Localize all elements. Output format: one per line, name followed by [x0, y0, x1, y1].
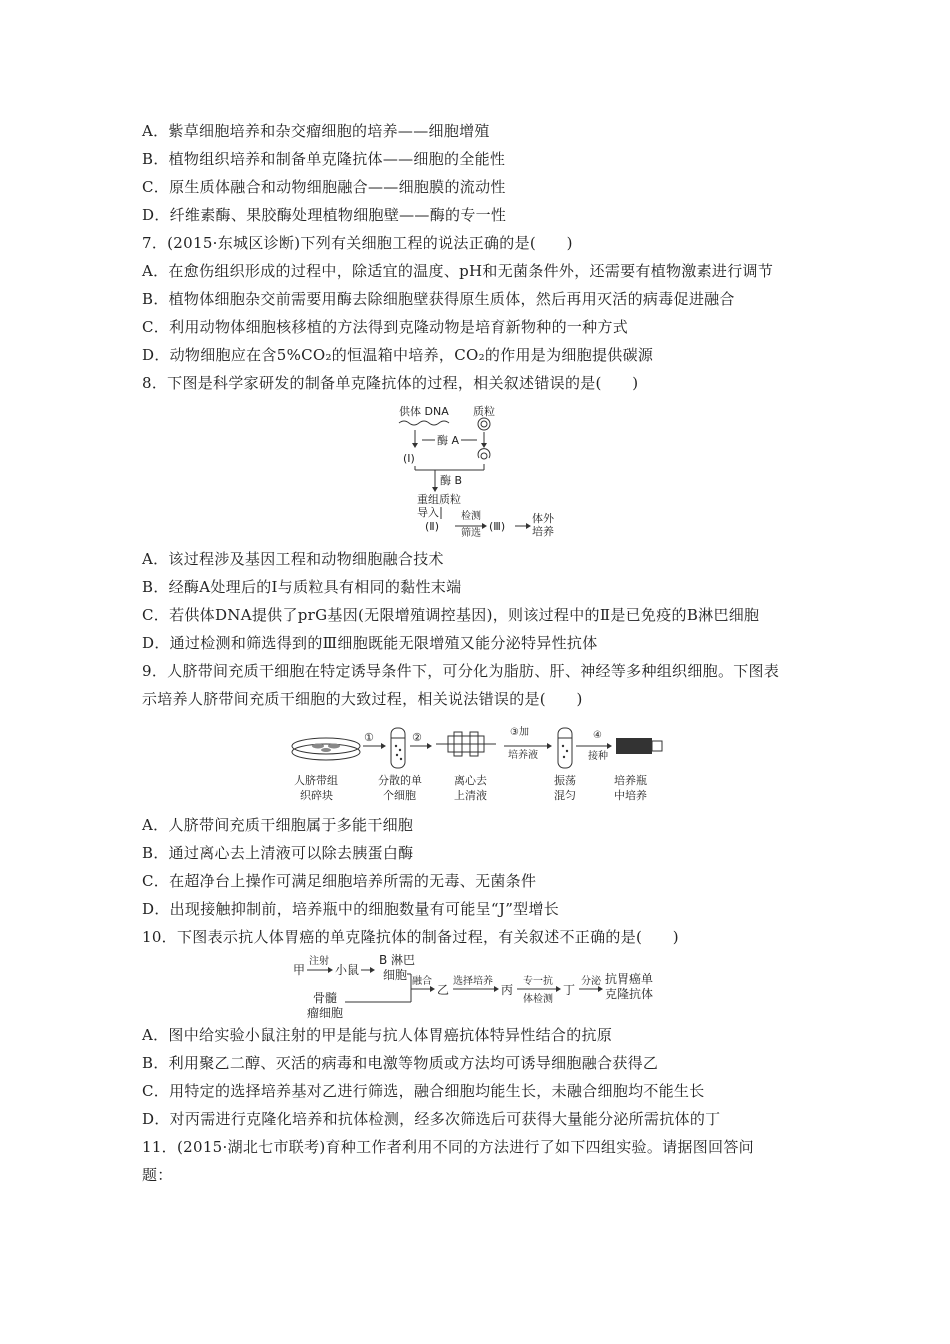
- fig10-ab1: 抗胃癌单: [605, 972, 654, 986]
- q10-figure: [293, 952, 673, 1024]
- q11-stem-2: 题：: [142, 1166, 173, 1184]
- test-tube-icon-2: [558, 728, 572, 768]
- q7-option-d: D．动物细胞应在含5%CO₂的恒温箱中培养，CO₂的作用是为细胞提供碳源: [142, 346, 654, 364]
- fig10-bcell2: 细胞: [383, 968, 408, 982]
- fig9-cap5b: 中培养: [614, 789, 647, 802]
- fig10-secrete: 分泌: [581, 976, 601, 987]
- fig8-out2: 培养: [532, 525, 554, 537]
- fig8-screen: 筛选: [461, 528, 481, 537]
- test-tube-icon: [391, 728, 405, 768]
- q8-stem: 8．下图是科学家研发的制备单克隆抗体的过程，相关叙述错误的是( ): [142, 374, 639, 392]
- fig8-detect: 检测: [461, 511, 481, 522]
- fig10-select: 选择培养: [453, 976, 493, 987]
- fig8-donor: 供体 DNA: [399, 405, 449, 418]
- q9-figure: [288, 724, 668, 806]
- q8-option-a: A．该过程涉及基因工程和动物细胞融合技术: [142, 550, 444, 568]
- fig9-cap4a: 振荡: [554, 774, 576, 787]
- fig10-ab2: 克隆抗体: [605, 987, 654, 1001]
- fig9-step4: ④: [593, 730, 602, 741]
- q10-stem: 10．下图表示抗人体胃癌的单克隆抗体的制备过程，有关叙述不正确的是( ): [142, 928, 679, 946]
- fig10-yi: 乙: [437, 983, 450, 997]
- fig9-cap4b: 混匀: [554, 789, 576, 802]
- fig9-step3: ③加: [510, 727, 529, 738]
- fig9-cap2a: 分散的单: [378, 774, 422, 787]
- culture-flask-icon: [616, 738, 652, 754]
- fig10-mouse: 小鼠: [335, 963, 360, 977]
- q11-stem-1: 11．(2015·湖北七市联考)育种工作者利用不同的方法进行了如下四组实验。请据图回答问: [142, 1138, 754, 1156]
- fig10-fuse: 融合: [412, 976, 432, 987]
- q7-stem: 7．(2015·东城区诊断)下列有关细胞工程的说法正确的是( ): [142, 234, 573, 252]
- q10-option-b: B．利用聚乙二醇、灭活的病毒和电激等物质或方法均可诱导细胞融合获得乙: [142, 1054, 659, 1072]
- fig8-label-I: (Ⅰ): [403, 452, 415, 465]
- dna-strand-icon: [399, 421, 449, 425]
- q8-figure: [395, 402, 555, 537]
- fig8-plasmid: 质粒: [473, 405, 495, 418]
- q7-option-b: B．植物体细胞杂交前需要用酶去除细胞壁获得原生质体，然后再用灭活的病毒促进融合: [142, 290, 735, 308]
- fig9-cap5a: 培养瓶: [614, 774, 647, 787]
- q9-option-a: A．人脐带间充质干细胞属于多能干细胞: [142, 816, 414, 834]
- q10-option-d: D．对丙需进行克隆化培养和抗体检测，经多次筛选后可获得大量能分泌所需抗体的丁: [142, 1110, 721, 1128]
- q9-option-d: D．出现接触抑制前，培养瓶中的细胞数量有可能呈“J”型增长: [142, 900, 560, 918]
- fig9-cap3a: 离心去: [454, 774, 487, 787]
- fig9-step4b: 接种: [588, 751, 608, 762]
- fig10-jia: 甲: [293, 963, 306, 977]
- fig9-step3b: 培养液: [508, 750, 538, 761]
- q6-option-c: C．原生质体融合和动物细胞融合——细胞膜的流动性: [142, 178, 506, 196]
- q9-stem-1: 9．人脐带间充质干细胞在特定诱导条件下，可分化为脂肪、肝、神经等多种组织细胞。下图表: [142, 662, 780, 680]
- fig10-single1: 专一抗: [523, 976, 553, 987]
- q9-option-b: B．通过离心去上清液可以除去胰蛋白酶: [142, 844, 414, 862]
- fig9-cap3b: 上清液: [454, 789, 487, 802]
- fig9-cap1b: 织碎块: [300, 789, 333, 802]
- q7-option-a: A．在愈伤组织形成的过程中，除适宜的温度、pH和无菌条件外，还需要有植物激素进行调节: [142, 262, 774, 280]
- q7-option-c: C．利用动物体细胞核移植的方法得到克隆动物是培育新物种的一种方式: [142, 318, 629, 336]
- q6-option-a: A．紫草细胞培养和杂交瘤细胞的培养——细胞增殖: [142, 122, 490, 140]
- fig8-import: 导入: [417, 506, 439, 519]
- q10-option-a: A．图中给实验小鼠注射的甲是能与抗人体胃癌抗体特异性结合的抗原: [142, 1026, 613, 1044]
- fig9-cap2b: 个细胞: [383, 789, 416, 802]
- q6-option-d: D．纤维素酶、果胶酶处理植物细胞壁——酶的专一性: [142, 206, 507, 224]
- fig8-enzyme-b: 酶 B: [440, 474, 463, 487]
- fig10-marrow1: 骨髓: [313, 991, 338, 1005]
- fig8-out1: 体外: [532, 512, 554, 525]
- q8-option-c: C．若供体DNA提供了prG基因(无限增殖调控基因)，则该过程中的Ⅱ是已免疫的B淋巴细胞: [142, 606, 760, 624]
- fig10-inject: 注射: [309, 956, 329, 967]
- fig8-recomb: 重组质粒: [417, 493, 461, 506]
- q6-option-b: B．植物组织培养和制备单克隆抗体——细胞的全能性: [142, 150, 506, 168]
- q8-option-d: D．通过检测和筛选得到的Ⅲ细胞既能无限增殖又能分泌特异性抗体: [142, 634, 598, 652]
- fig10-bcell1: B 淋巴: [379, 953, 416, 967]
- q8-option-b: B．经酶A处理后的Ⅰ与质粒具有相同的黏性末端: [142, 578, 462, 596]
- fig9-step1: ①: [364, 731, 374, 744]
- plasmid-icon: [478, 418, 490, 430]
- q9-option-c: C．在超净台上操作可满足细胞培养所需的无毒、无菌条件: [142, 872, 537, 890]
- fig10-ding: 丁: [563, 983, 576, 997]
- fig9-step2: ②: [412, 731, 422, 744]
- q10-option-c: C．用特定的选择培养基对乙进行筛选，融合细胞均能生长，未融合细胞均不能生长: [142, 1082, 705, 1100]
- fig9-cap1a: 人脐带组: [294, 774, 338, 787]
- fig10-marrow2: 瘤细胞: [307, 1006, 344, 1020]
- q9-stem-2: 示培养人脐带间充质干细胞的大致过程，相关说法错误的是( ): [142, 690, 583, 708]
- fig10-bing: 丙: [501, 983, 514, 997]
- fig10-single2: 体检测: [523, 994, 553, 1005]
- fig8-label-II: (Ⅱ): [425, 520, 439, 533]
- fig8-enzyme-a: 酶 A: [437, 434, 460, 447]
- fig8-label-III: (Ⅲ): [489, 520, 506, 533]
